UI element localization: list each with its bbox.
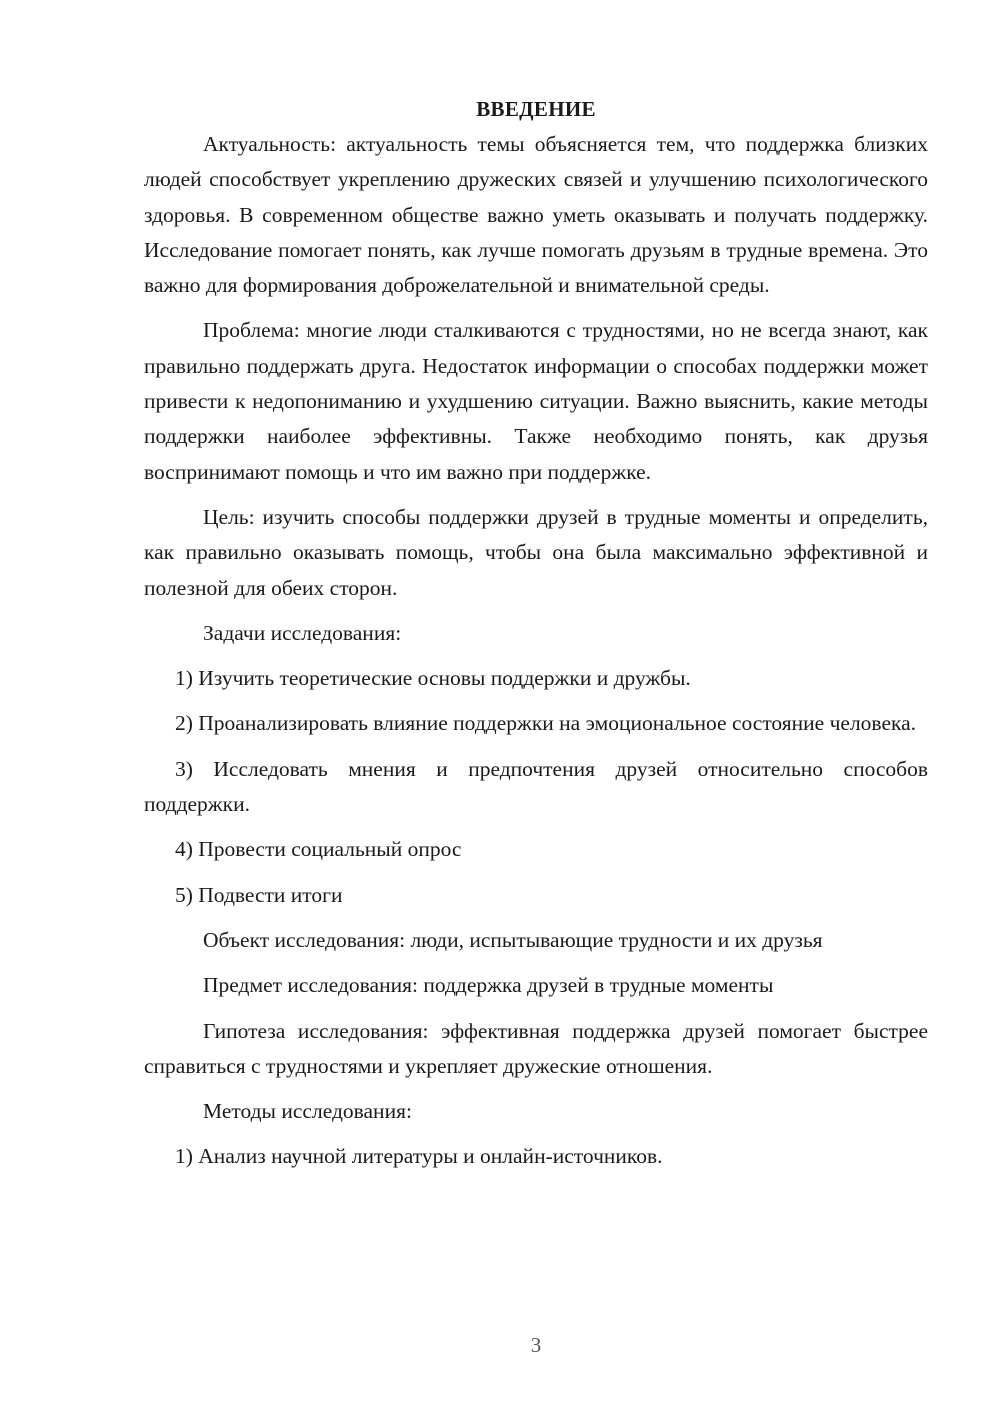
paragraph-goal: Цель: изучить способы поддержки друзей в трудные моменты и определить, как правильно оказывать помощь, чтобы она была максимально эффективной и полезной для обеих сторон. xyxy=(144,504,928,600)
list-item-task-2: 2) Проанализировать влияние поддержки на эмоциональное состояние человека. xyxy=(175,711,917,736)
list-item-task-4: 4) Провести социальный опрос xyxy=(175,837,462,862)
document-page xyxy=(144,92,928,1175)
list-item-task-5: 5) Подвести итоги xyxy=(175,882,343,907)
list-item-task-3: 3) Исследовать мнения и предпочтения друзей относительно способов поддержки. xyxy=(144,756,928,817)
paragraph-methods-heading: Методы исследования: xyxy=(203,1099,412,1124)
paragraph-problem: Проблема: многие люди сталкиваются с трудностями, но не всегда знают, как правильно поддержать друга. Недостаток информации о способах поддержки может привести к недопониманию и ухудшению ситуации. Важно выяснить, какие методы поддержки наиболее эффективны. Также необходимо понять, как друзья воспринимают помощь и что им важно при поддержке. xyxy=(144,318,928,484)
paragraph-object: Объект исследования: люди, испытывающие трудности и их друзья xyxy=(203,927,823,952)
document-title: ВВЕДЕНИЕ xyxy=(476,97,596,121)
list-item-method-1: 1) Анализ научной литературы и онлайн-источников. xyxy=(175,1144,663,1169)
paragraph-relevance: Актуальность: актуальность темы объясняется тем, что поддержка близких людей способствует укреплению дружеских связей и улучшению психологического здоровья. В современном обществе важно уметь оказывать и получать поддержку. Исследование помогает понять, как лучше помогать друзьям в трудные времена. Это важно для формирования доброжелательной и внимательной среды. xyxy=(144,132,928,298)
paragraph-subject: Предмет исследования: поддержка друзей в трудные моменты xyxy=(203,973,774,998)
page-number: 3 xyxy=(530,1333,542,1357)
list-item-task-1: 1) Изучить теоретические основы поддержки и дружбы. xyxy=(175,666,691,691)
paragraph-tasks-heading: Задачи исследования: xyxy=(203,620,402,645)
paragraph-hypothesis: Гипотеза исследования: эффективная поддержка друзей помогает быстрее справиться с трудностями и укрепляет дружеские отношения. xyxy=(144,1018,928,1078)
